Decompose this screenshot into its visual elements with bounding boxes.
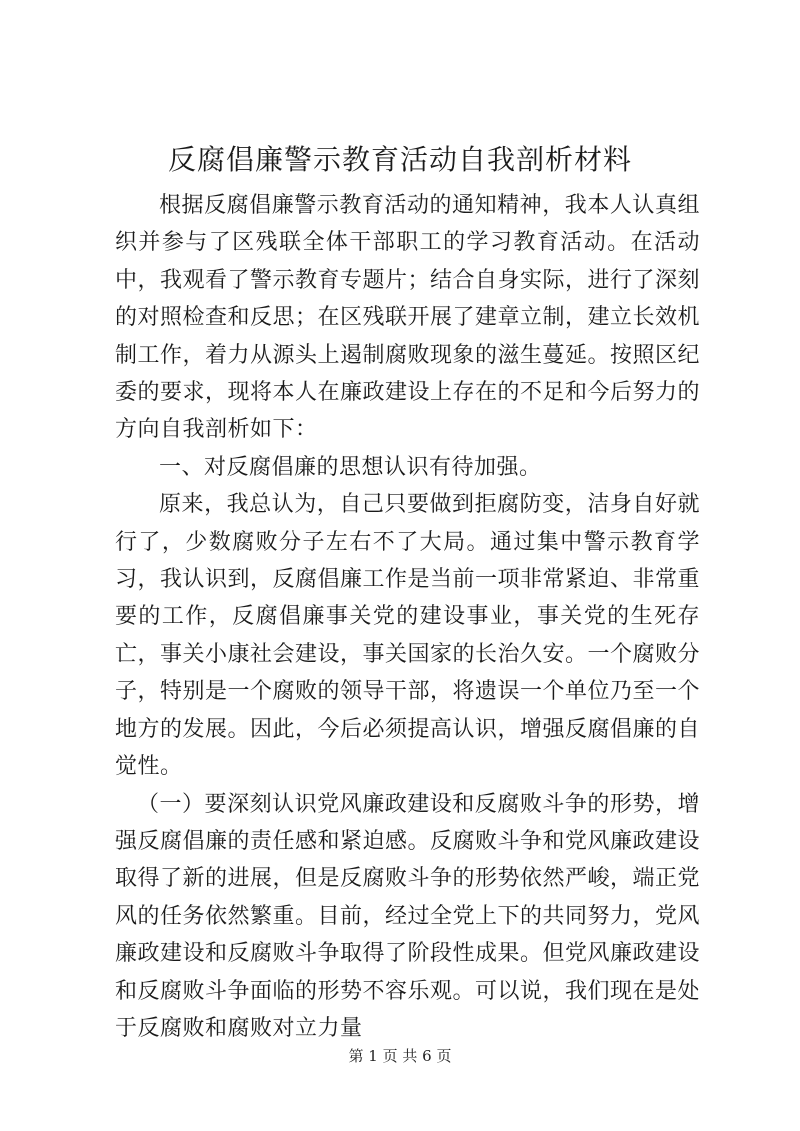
document-body [115, 187, 700, 1047]
section-heading-1: 一、对反腐倡廉的思想认识有待加强。 [159, 454, 542, 480]
page-number-footer: 第 1 页 共 6 页 [348, 1047, 452, 1065]
document-title: 反腐倡廉警示教育活动自我剖析材料 [167, 143, 632, 176]
paragraph-intro: 根据反腐倡廉警示教育活动的通知精神，我本人认真组织并参与了区残联全体干部职工的学习教育活动。在活动中，我观看了警示教育专题片；结合自身实际，进行了深刻的对照检查和反思；在区残联开展了建章立制，建立长效机制工作，着力从源头上遏制腐败现象的滋生蔓延。按照区纪委的要求，现将本人在廉政建设上存在的不足和今后努力的方向自我剖析如下： [115, 193, 701, 443]
paragraph-section-1: 原来，我总认为，自己只要做到拒腐防变，洁身自好就行了，少数腐败分子左右不了大局。通过集中警示教育学习，我认识到，反腐倡廉工作是当前一项非常紧迫、非常重要的工作，反腐倡廉事关党的建设事业，事关党的生死存亡，事关小康社会建设，事关国家的长治久安。一个腐败分子，特别是一个腐败的领导干部，将遗误一个单位乃至一个地方的发展。因此，今后必须提高认识，增强反腐倡廉的自觉性。 [115, 492, 701, 780]
paragraph-subsection-1: （一）要深刻认识党风廉政建设和反腐败斗争的形势，增强反腐倡廉的责任感和紧迫感。反腐败斗争和党风廉政建设取得了新的进展，但是反腐败斗争的形势依然严峻，端正党风的任务依然繁重。目前，经过全党上下的共同努力，党风廉政建设和反腐败斗争取得了阶段性成果。但党风廉政建设和反腐败斗争面临的形势不容乐观。可以说，我们现在是处于反腐败和腐败对立力量 [115, 791, 701, 1041]
